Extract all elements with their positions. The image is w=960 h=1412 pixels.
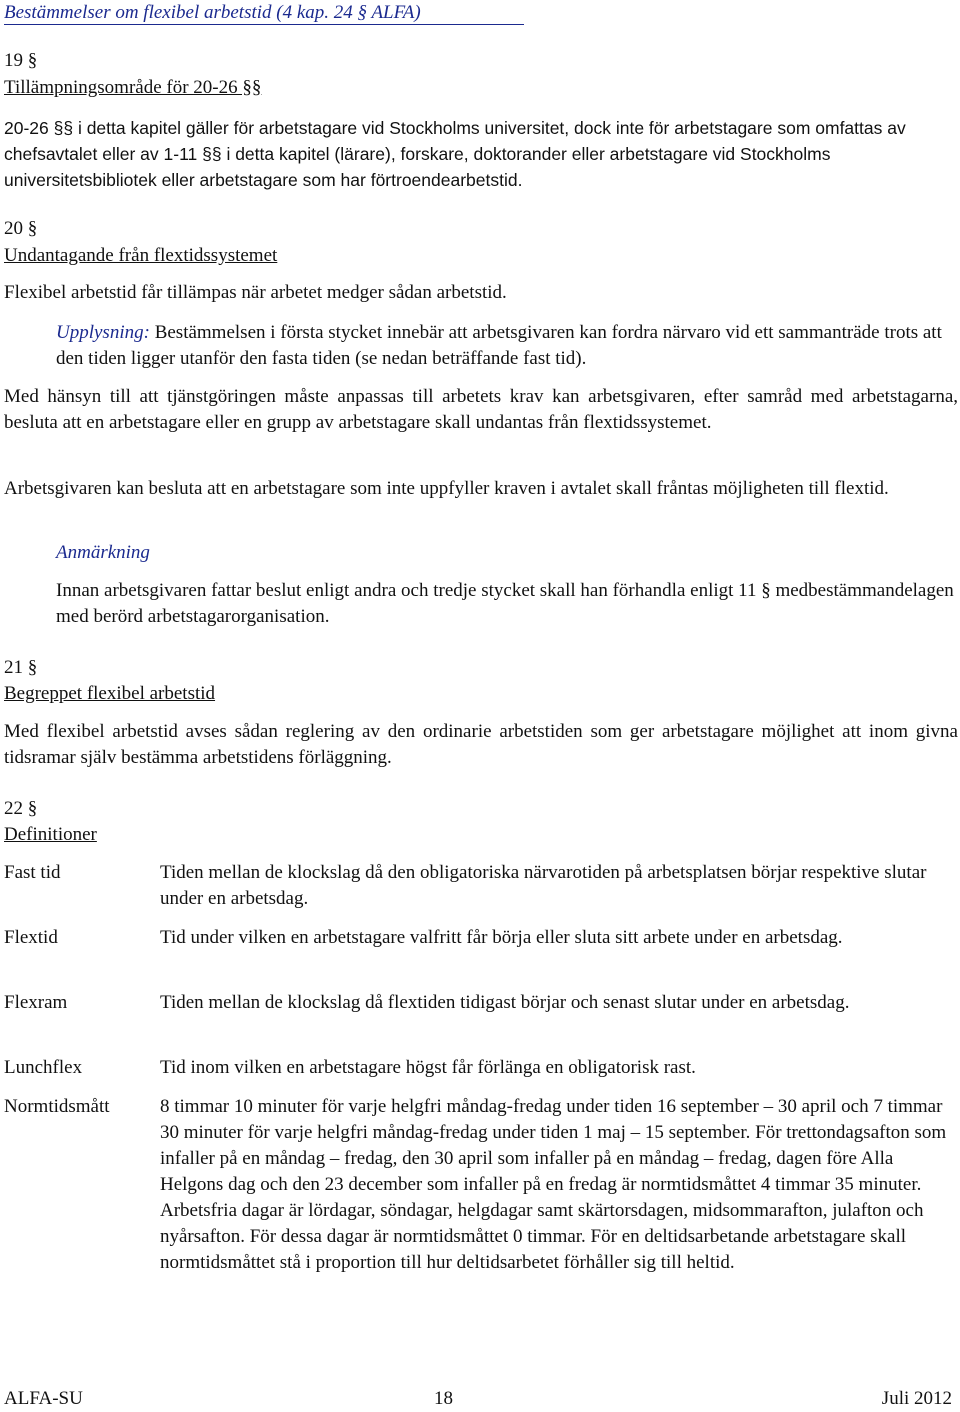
- section-21-body: Med flexibel arbetstid avses sådan reglering av den ordinarie arbetstiden som ger arbetstagare möjlighet att inom givna tidsramar själv bestämma arbetstidens förläggning.: [4, 721, 958, 768]
- section-21-number: 21 §: [4, 657, 38, 678]
- definition-text: Tiden mellan de klockslag då flextiden tidigast börjar och senast slutar under en arbetsdag.: [160, 992, 850, 1013]
- footer-left: ALFA-SU: [4, 1388, 83, 1409]
- definition-text: Tid under vilken en arbetstagare valfritt får börja eller sluta sitt arbete under en arbetsdag.: [160, 927, 843, 948]
- page-footer: [4, 1386, 958, 1412]
- running-header: [4, 0, 524, 26]
- section-20-number: 20 §: [4, 218, 38, 239]
- definition-text: Tid inom vilken en arbetstagare högst får förlänga en obligatorisk rast.: [160, 1057, 696, 1078]
- section-20-paragraph-1: Flexibel arbetstid får tillämpas när arbetet medger sådan arbetstid.: [4, 282, 507, 303]
- section-19-body: 20-26 §§ i detta kapitel gäller för arbetstagare vid Stockholms universitet, dock inte för arbetstagare som omfattas av chefsavtalet eller av 1-11 §§ i detta kapitel (lärare), forskare, doktorander eller arbetstagare vid Stockholms universitetsbibliotek eller arbetstagare som har förtroendearbetstid.: [4, 118, 906, 190]
- section-22-title: Definitioner: [4, 824, 97, 845]
- definition-term: Flexram: [4, 992, 68, 1013]
- section-22-number: 22 §: [4, 798, 38, 819]
- definition-text: Tiden mellan de klockslag då den obligatoriska närvarotiden på arbetsplatsen börjar respektive slutar under en arbetsdag.: [160, 862, 927, 909]
- remark-text: Innan arbetsgivaren fattar beslut enligt andra och tredje stycket skall han förhandla enligt 11 § medbestämmandelagen med berörd arbetstagarorganisation.: [56, 580, 954, 627]
- remark-title: Anmärkning: [56, 542, 150, 563]
- note-label: Upplysning:: [56, 322, 150, 343]
- section-21-title: Begreppet flexibel arbetstid: [4, 683, 216, 704]
- definition-text: 8 timmar 10 minuter för varje helgfri måndag-fredag under tiden 16 september – 30 april och 7 timmar 30 minuter för varje helgfri måndag-fredag under tiden 1 maj – 15 september. För trettondagsafton som infaller på en måndag – fredag, den 30 april som infaller på en måndag – fredag, dagen före Alla Helgons dag och den 23 december som infaller på en fredag är normtidsmåttet 4 timmar 35 minuter. Arbetsfria dagar är lördagar, söndagar, helgdagar samt skärtorsdagen, midsommarafton, julafton och nyårsafton. För dessa dagar är normtidsmåttet 0 timmar. För en deltidsarbetande arbetstagare skall normtidsmåttet stå i proportion till hur deltidsarbetet förhåller sig till heltid.: [160, 1096, 947, 1273]
- definition-term: Lunchflex: [4, 1057, 83, 1078]
- section-20-note: [56, 320, 960, 372]
- header-rule: [4, 24, 524, 25]
- section-20-paragraph-2: Med hänsyn till att tjänstgöringen måste anpassas till arbetets krav kan arbetsgivaren, efter samråd med arbetstagarna, besluta att en arbetstagare eller en grupp av arbetstagare skall undantas från flextidssystemet.: [4, 386, 958, 433]
- section-19-number: 19 §: [4, 50, 38, 71]
- definition-term: Fast tid: [4, 862, 61, 883]
- note-text: Bestämmelsen i första stycket innebär att arbetsgivaren kan fordra närvaro vid ett sammanträde trots att den tiden ligger utanför den fasta tiden (se nedan beträffande fast tid).: [56, 322, 942, 369]
- footer-date: Juli 2012: [881, 1388, 952, 1409]
- running-header-text: Bestämmelser om flexibel arbetstid (4 kap. 24 § ALFA): [4, 2, 421, 23]
- section-20-title: Undantagande från flextidssystemet: [4, 245, 278, 266]
- section-19-title: Tillämpningsområde för 20-26 §§: [4, 77, 262, 98]
- section-20-paragraph-3: Arbetsgivaren kan besluta att en arbetstagare som inte uppfyller kraven i avtalet skall fråntas möjligheten till flextid.: [4, 478, 889, 499]
- definition-term: Flextid: [4, 927, 58, 948]
- definition-term: Normtidsmått: [4, 1096, 110, 1117]
- page-number: 18: [434, 1388, 453, 1409]
